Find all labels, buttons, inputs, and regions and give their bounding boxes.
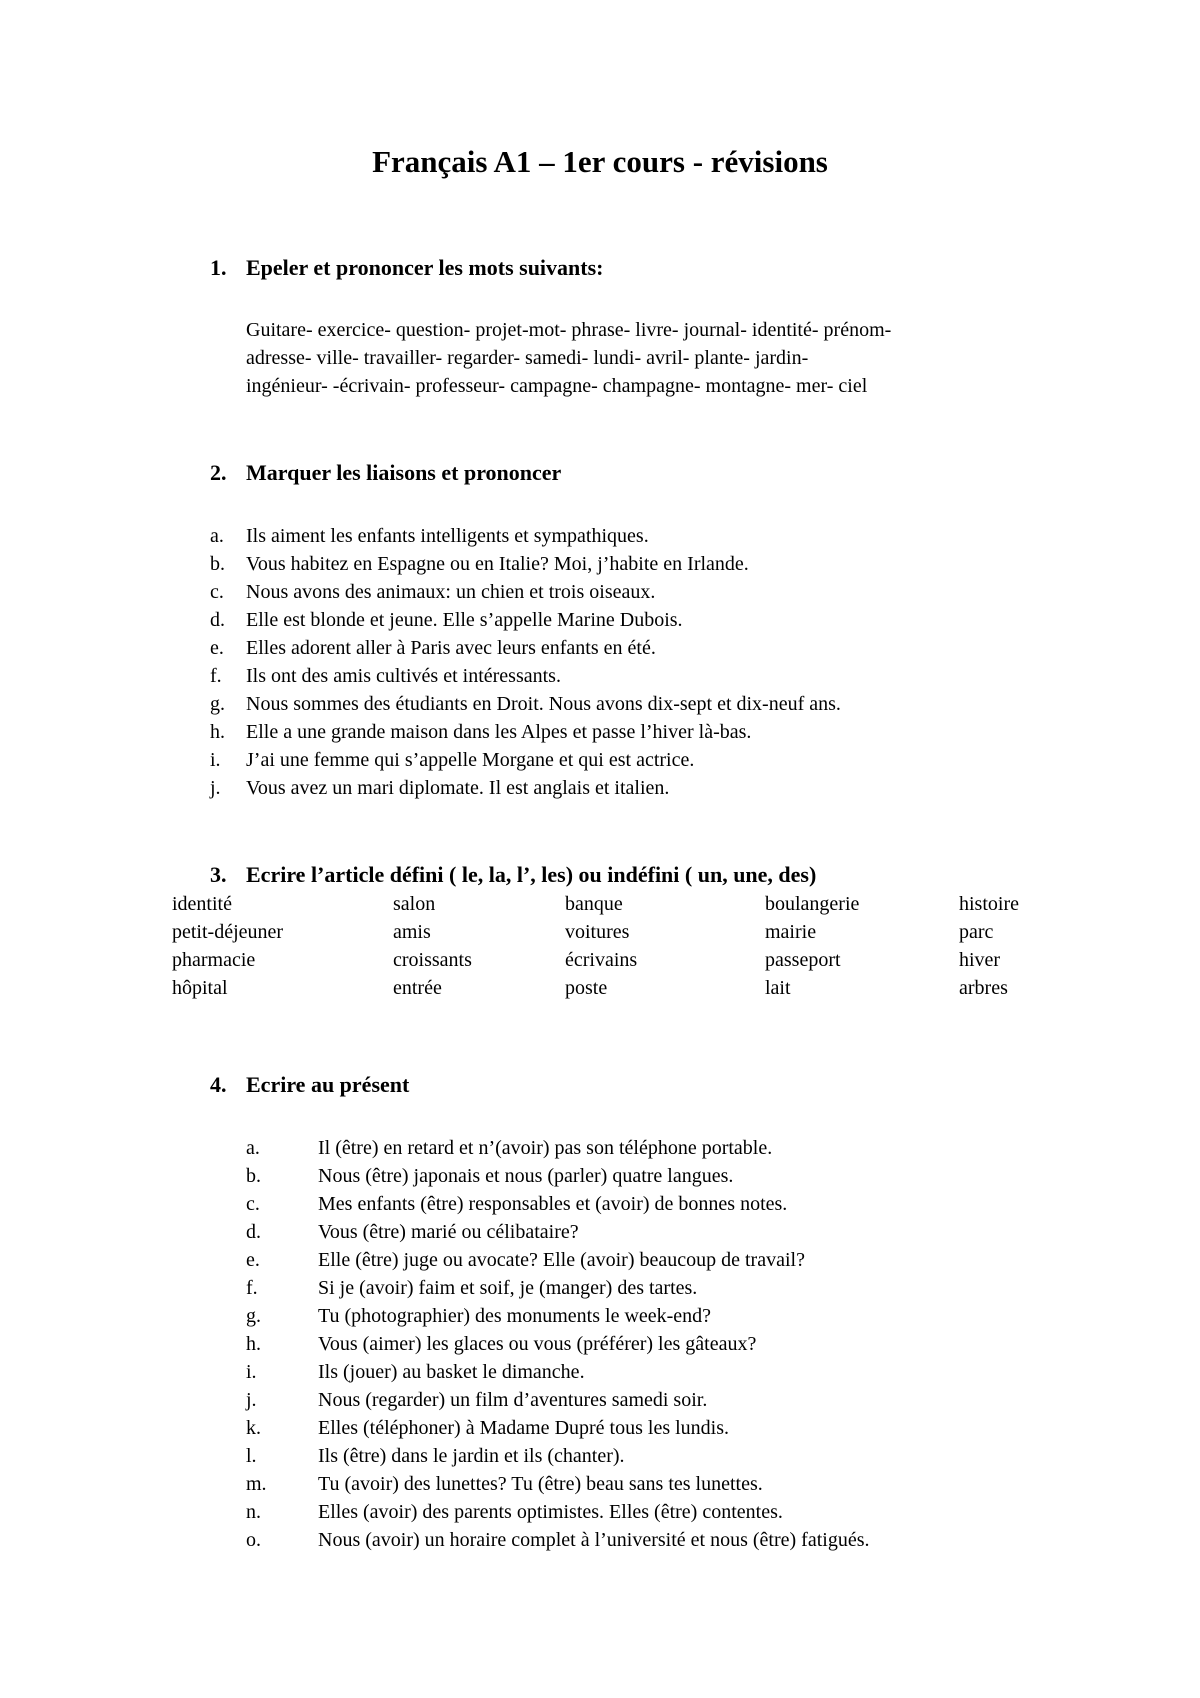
- section-number: 4.: [210, 1072, 227, 1097]
- item-text: Vous avez un mari diplomate. Il est anglais et italien.: [246, 777, 670, 799]
- item-text: Nous avons des animaux: un chien et trois oiseaux.: [246, 581, 656, 603]
- word-cell: banque: [565, 893, 623, 915]
- item-text: Elle (être) juge ou avocate? Elle (avoir) beaucoup de travail?: [318, 1249, 805, 1271]
- item-letter: h.: [210, 721, 225, 743]
- item-letter: j.: [246, 1389, 257, 1411]
- item-letter: a.: [246, 1137, 260, 1159]
- paragraph-line: adresse- ville- travailler- regarder- samedi- lundi- avril- plante- jardin-: [246, 347, 809, 369]
- word-cell: croissants: [393, 949, 472, 971]
- item-text: Ils (être) dans le jardin et ils (chanter).: [318, 1445, 625, 1467]
- word-cell: écrivains: [565, 949, 638, 971]
- item-text: Si je (avoir) faim et soif, je (manger) des tartes.: [318, 1277, 698, 1299]
- item-text: Elle a une grande maison dans les Alpes et passe l’hiver là-bas.: [246, 721, 752, 743]
- item-letter: l.: [246, 1445, 257, 1467]
- item-letter: a.: [210, 525, 224, 547]
- item-letter: b.: [246, 1165, 261, 1187]
- word-cell: passeport: [765, 949, 841, 971]
- word-list-paragraph: [246, 316, 1046, 400]
- item-letter: h.: [246, 1333, 261, 1355]
- word-cell: entrée: [393, 977, 442, 999]
- item-letter: g.: [210, 693, 225, 715]
- item-letter: n.: [246, 1501, 261, 1523]
- section-title: Ecrire l’article défini ( le, la, l’, les) ou indéfini ( un, une, des): [246, 862, 817, 887]
- item-text: Elles (téléphoner) à Madame Dupré tous les lundis.: [318, 1417, 729, 1439]
- item-text: Il (être) en retard et n’(avoir) pas son téléphone portable.: [318, 1137, 773, 1159]
- item-text: Nous (avoir) un horaire complet à l’université et nous (être) fatigués.: [318, 1529, 870, 1551]
- item-letter: d.: [246, 1221, 261, 1243]
- item-text: Vous (être) marié ou célibataire?: [318, 1221, 579, 1243]
- paragraph-line: Guitare- exercice- question- projet-mot- phrase- livre- journal- identité- prénom-: [246, 319, 892, 341]
- item-text: Nous (regarder) un film d’aventures samedi soir.: [318, 1389, 708, 1411]
- section-number: 2.: [210, 460, 227, 485]
- item-text: J’ai une femme qui s’appelle Morgane et qui est actrice.: [246, 749, 695, 771]
- item-text: Ils aiment les enfants intelligents et sympathiques.: [246, 525, 649, 547]
- item-text: Tu (avoir) des lunettes? Tu (être) beau sans tes lunettes.: [318, 1473, 763, 1495]
- item-letter: o.: [246, 1529, 261, 1551]
- word-cell: hôpital: [172, 977, 228, 999]
- section-title: Ecrire au présent: [246, 1072, 410, 1097]
- word-cell: arbres: [959, 977, 1008, 999]
- word-cell: histoire: [959, 893, 1019, 915]
- item-letter: e.: [246, 1249, 260, 1271]
- item-letter: d.: [210, 609, 225, 631]
- item-letter: i.: [246, 1361, 257, 1383]
- item-text: Ils ont des amis cultivés et intéressants.: [246, 665, 561, 687]
- item-text: Mes enfants (être) responsables et (avoir) de bonnes notes.: [318, 1193, 788, 1215]
- word-cell: boulangerie: [765, 893, 860, 915]
- item-text: Nous sommes des étudiants en Droit. Nous avons dix-sept et dix-neuf ans.: [246, 693, 841, 715]
- word-cell: mairie: [765, 921, 817, 943]
- word-cell: pharmacie: [172, 949, 256, 971]
- item-letter: g.: [246, 1305, 261, 1327]
- item-text: Vous habitez en Espagne ou en Italie? Moi, j’habite en Irlande.: [246, 553, 749, 575]
- item-letter: e.: [210, 637, 224, 659]
- item-letter: f.: [246, 1277, 258, 1299]
- section-number: 1.: [210, 255, 227, 280]
- item-letter: i.: [210, 749, 221, 771]
- item-text: Elle est blonde et jeune. Elle s’appelle Marine Dubois.: [246, 609, 683, 631]
- item-letter: b.: [210, 553, 225, 575]
- item-letter: k.: [246, 1417, 261, 1439]
- paragraph-line: ingénieur- -écrivain- professeur- campagne- champagne- montagne- mer- ciel: [246, 375, 868, 397]
- item-text: Elles (avoir) des parents optimistes. Elles (être) contentes.: [318, 1501, 783, 1523]
- item-letter: j.: [210, 777, 221, 799]
- word-cell: amis: [393, 921, 431, 943]
- item-text: Vous (aimer) les glaces ou vous (préférer) les gâteaux?: [318, 1333, 757, 1355]
- page-title: Français A1 – 1er cours - révisions: [372, 144, 828, 179]
- word-row: [172, 946, 1072, 974]
- item-text: Elles adorent aller à Paris avec leurs enfants en été.: [246, 637, 656, 659]
- item-text: Tu (photographier) des monuments le week-end?: [318, 1305, 712, 1327]
- section-title: Epeler et prononcer les mots suivants:: [246, 255, 604, 280]
- item-letter: c.: [210, 581, 224, 603]
- item-text: Ils (jouer) au basket le dimanche.: [318, 1361, 585, 1383]
- word-row: [172, 918, 1072, 946]
- word-cell: voitures: [565, 921, 630, 943]
- word-cell: parc: [959, 921, 994, 943]
- word-cell: lait: [765, 977, 791, 999]
- word-cell: poste: [565, 977, 608, 999]
- word-row: [172, 974, 1072, 1002]
- item-letter: m.: [246, 1473, 267, 1495]
- item-letter: f.: [210, 665, 222, 687]
- word-cell: salon: [393, 893, 436, 915]
- word-cell: hiver: [959, 949, 1001, 971]
- article-word-grid: [172, 890, 1072, 1002]
- word-cell: petit-déjeuner: [172, 921, 284, 943]
- section-number: 3.: [210, 862, 227, 887]
- word-row: [172, 890, 1072, 918]
- item-text: Nous (être) japonais et nous (parler) quatre langues.: [318, 1165, 734, 1187]
- section-title: Marquer les liaisons et prononcer: [246, 460, 562, 485]
- item-letter: c.: [246, 1193, 260, 1215]
- word-cell: identité: [172, 893, 232, 915]
